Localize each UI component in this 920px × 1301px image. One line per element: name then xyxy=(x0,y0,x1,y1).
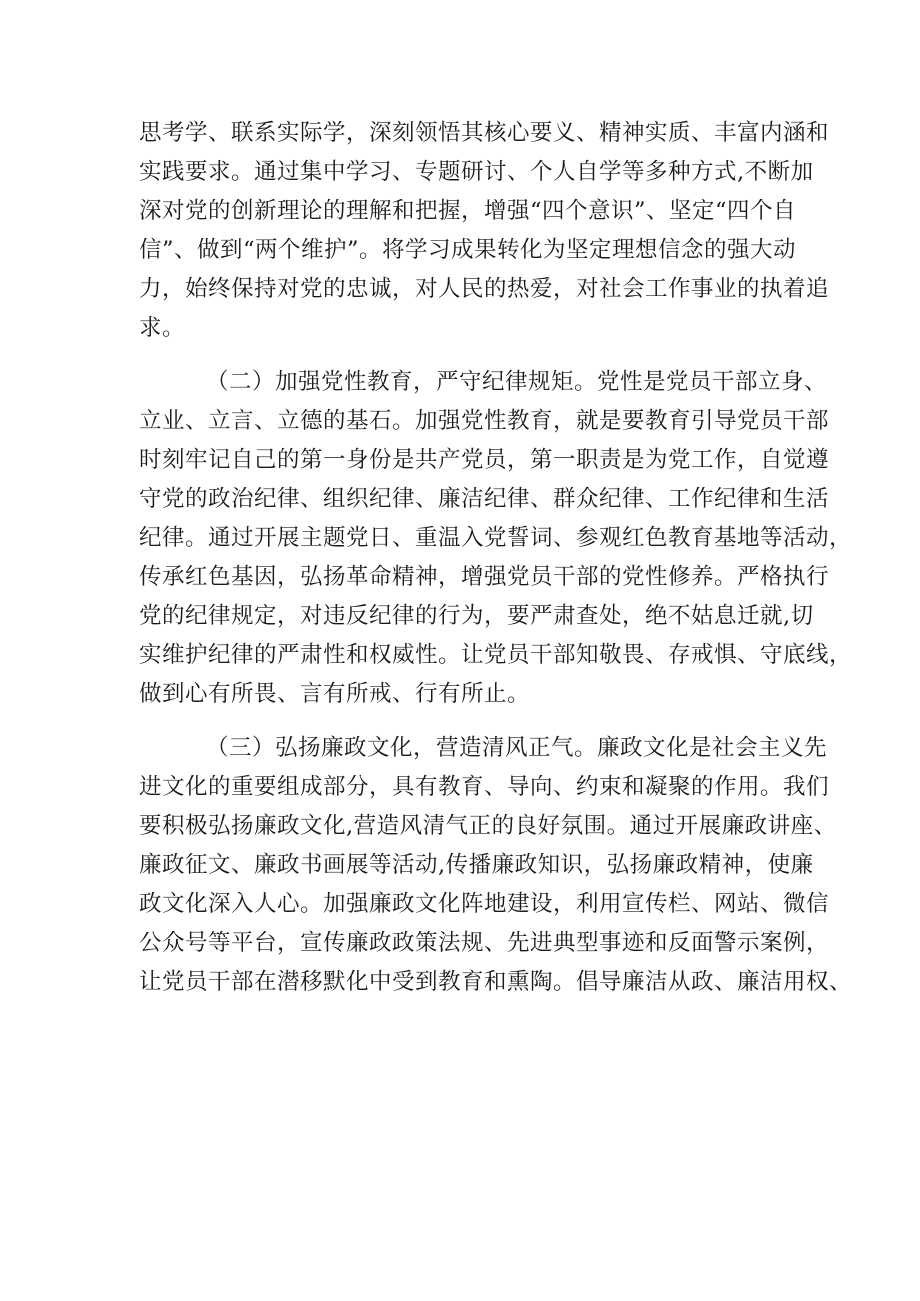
text-line: 实维护纪律的严肃性和权威性。让党员干部知敬畏、存戒惧、守底线， xyxy=(139,642,853,668)
section-heading-line: （三）弘扬廉政文化，营造清风正气。廉政文化是社会主义先 xyxy=(206,735,828,761)
text-line: 信”、做到“两个维护”。将学习成果转化为坚定理想信念的强大动 xyxy=(139,237,797,263)
text-line: 立业、立言、立德的基石。加强党性教育，就是要教育引导党员干部 xyxy=(139,408,830,434)
text-line: 时刻牢记自己的第一身份是共产党员，第一职责是为党工作，自觉遵 xyxy=(139,447,830,473)
text-line: 思考学、联系实际学，深刻领悟其核心要义、精神实质、丰富内涵和 xyxy=(139,120,830,146)
text-line: 廉政征文、廉政书画展等活动,传播廉政知识，弘扬廉政精神，使廉 xyxy=(139,852,814,878)
text-line: 力，始终保持对党的忠诚，对人民的热爱，对社会工作事业的执着追 xyxy=(139,276,830,302)
text-line: 实践要求。通过集中学习、专题研讨、个人自学等多种方式,不断加 xyxy=(139,159,814,185)
section-heading-line: （二）加强党性教育，严守纪律规矩。党性是党员干部立身、 xyxy=(206,369,828,395)
paragraph-1 xyxy=(139,114,830,348)
text-line: 传承红色基因，弘扬革命精神，增强党员干部的党性修养。严格执行 xyxy=(139,564,830,590)
paragraph-2 xyxy=(139,363,853,714)
text-line: 守党的政治纪律、组织纪律、廉洁纪律、群众纪律、工作纪律和生活 xyxy=(139,486,830,512)
text-line: 政文化深入人心。加强廉政文化阵地建设，利用宣传栏、网站、微信 xyxy=(139,891,830,917)
text-line: 党的纪律规定，对违反纪律的行为，要严肃查处，绝不姑息迁就,切 xyxy=(139,603,814,629)
text-line: 纪律。通过开展主题党日、重温入党誓词、参观红色教育基地等活动， xyxy=(139,525,853,551)
text-line: 要积极弘扬廉政文化,营造风清气正的良好氛围。通过开展廉政讲座、 xyxy=(139,813,837,839)
document-body xyxy=(139,114,853,1002)
text-line: 公众号等平台，宣传廉政政策法规、先进典型事迹和反面警示案例， xyxy=(139,930,830,956)
text-line: 求。 xyxy=(139,315,186,341)
text-line: 做到心有所畏、言有所戒、行有所止。 xyxy=(139,681,531,707)
text-line: 深对党的创新理论的理解和把握，增强“四个意识”、坚定“四个自 xyxy=(139,198,797,224)
paragraph-3 xyxy=(139,729,853,1002)
text-line: 让党员干部在潜移默化中受到教育和熏陶。倡导廉洁从政、廉洁用权、 xyxy=(139,969,853,995)
paragraph-spacer xyxy=(139,714,789,729)
paragraph-spacer xyxy=(139,348,789,363)
text-line: 进文化的重要组成部分，具有教育、导向、约束和凝聚的作用。我们 xyxy=(139,774,830,800)
